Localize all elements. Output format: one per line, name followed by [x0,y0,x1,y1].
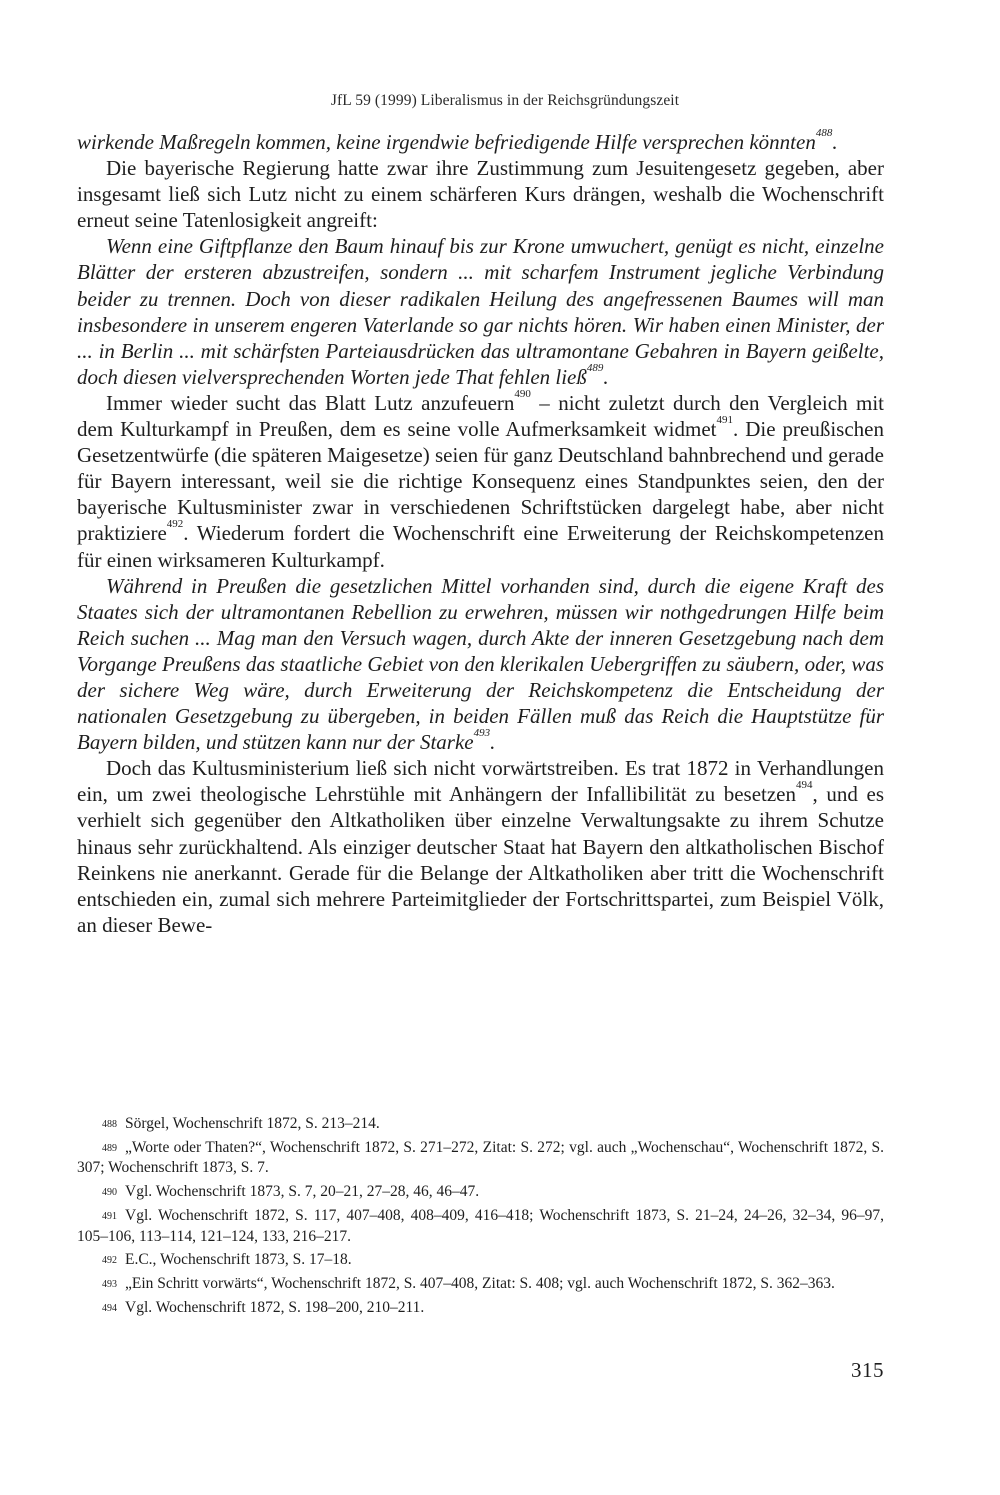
footnote-text: Sörgel, Wochenschrift 1872, S. 213–214. [125,1115,380,1132]
footnote [77,1182,884,1203]
footnote-ref-492: 492 [166,518,184,531]
footnote-ref-494: 494 [796,779,813,792]
paragraph-3: Doch das Kultusministerium ließ sich nicht vorwärtstreiben. Es trat 1872 in Verhandlungen ein, um zwei theologische Lehrstühle mit Anhängern der Infallibilität zu besetzen$^{494}$, und es verhielt sich gegenüber den Altkatholiken über einzelne Verwaltungsakte zu ihrem Schutze hinaus sehr zurückhaltend. Als einziger deutscher Staat hat Bayern den altkatholischen Bischof Reinkens nie anerkannt. Gerade für die Belange der Altkatholiken aber tritt die Wochenschrift entschieden ein, zumal sich mehrere Parteimitglieder der Fortschrittspartei, zum Beispiel Völk, an dieser Bewe- [77,756,885,937]
running-header: JfL 59 (1999) Liberalismus in der Reichsgründungszeit [330,92,680,109]
quote-2-text: Während in Preußen die gesetzlichen Mittel vorhanden sind, durch die eigene Kraft des Staates sich der ultramontanen Rebellion zu erwehren, müssen wir nothgedrungen Hilfe beim Reich suchen ... Mag man den Versuch wagen, durch Akte der inneren Gesetzgebung nach dem Vorgange Preußens das staatliche Gebiet von den klerikalen Uebergriffen zu säubern, oder, was der sichere Weg wäre, durch Erweiterung der Reichskompetenz die Entscheidung der nationalen Gesetzgebung zu übergeben, in beiden Fällen muß das Reich die Hauptstütze für Bayern bilden, und stützen kann nur der Starke [77,573,884,755]
footnotes [77,1114,884,1321]
footnote [77,1206,884,1247]
footnote-ref-489: 489 [586,361,604,374]
footnote-number: 489 [102,1142,117,1154]
quote-1-text: Wenn eine Giftpflanze den Baum hinauf bis zur Krone umwuchert, genügt es nicht, einzelne Blätter der ersteren abzustreifen, sondern ... mit scharfem Instrument jegliche Verbindung beider zu trennen. Doch von dieser radikalen Heilung des angefressenen Baumes will man insbesondere in unserem engeren Vaterlande so gar nichts hören. Wir haben einen Minister, der ... in Berlin ... mit schärfsten Parteiausdrücken das ultramontane Gebahren in Bayern geißelte, doch diesen vielversprechenden Worten jede That fehlen ließ [77,234,884,389]
page-number: 315 [851,1358,884,1382]
footnote-text: Vgl. Wochenschrift 1872, S. 198–200, 210–211. [125,1298,425,1316]
footnote [77,1250,884,1271]
quote-1: Wenn eine Giftpflanze den Baum hinauf bis zur Krone umwuchert, genügt es nicht, einzelne Blätter der ersteren abzustreifen, sondern ... mit scharfem Instrument jegliche Verbindung beider zu trennen. Doch von dieser radikalen Heilung des angefressenen Baumes will man insbesondere in unserem engeren Vaterlande so gar nichts hören. Wir haben einen Minister, der ... in Berlin ... mit schärfsten Parteiausdrücken das ultramontane Gebahren in Bayern geißelte, doch diesen vielversprechenden Worten jede That fehlen ließ$^{489}$. [77,234,884,389]
paragraph-continuation: wirkende Maßregeln kommen, keine irgendwie befriedigende Hilfe versprechen könnten$^{488}$. [77,127,838,154]
footnote-text: „Worte oder Thaten?“, Wochenschrift 1872, S. 271–272, Zitat: S. 272; vgl. auch „Wochenschau“, Wochenschrift 1872, S. 307; Wochenschrift 1873, S. 7. [77,1138,884,1177]
footnote-ref-491: 491 [716,414,734,427]
quote-2: Während in Preußen die gesetzlichen Mittel vorhanden sind, durch die eigene Kraft des Staates sich der ultramontanen Rebellion zu erwehren, müssen wir nothgedrungen Hilfe beim Reich suchen ... Mag man den Versuch wagen, durch Akte der inneren Gesetzgebung nach dem Vorgange Preußens das staatliche Gebiet von den klerikalen Uebergriffen zu säubern, oder, was der sichere Weg wäre, durch Erweiterung der Reichskompetenz die Entscheidung der nationalen Gesetzgebung zu übergeben, in beiden Fällen muß das Reich die Hauptstütze für Bayern bilden, und stützen kann nur der Starke$^{493}$. [77,573,884,755]
footnote-number: 494 [102,1302,117,1314]
footnote-ref-490: 490 [514,387,531,400]
footnote-number: 491 [102,1210,117,1222]
footnote-text: Vgl. Wochenschrift 1873, S. 7, 20–21, 27–28, 46, 46–47. [125,1183,480,1201]
paragraph-1: Die bayerische Regierung hatte zwar ihre Zustimmung zum Jesuitengesetz gegeben, aber insgesamt ließ sich Lutz nicht zu einem schärferen Kurs drängen, weshalb die Wochenschrift erneut seine Tatenlosigkeit angreift: [77,156,884,233]
footnote-number: 490 [102,1187,117,1199]
footnote-ref-488: 488 [815,127,833,139]
footnote [77,1138,884,1179]
footnote-number: 488 [102,1119,117,1130]
footnote-number: 492 [102,1255,117,1267]
continuation-text: wirkende Maßregeln kommen, keine irgendwie befriedigende Hilfe versprechen könnten [77,130,816,154]
footnote [77,1298,884,1319]
footnote-text: „Ein Schritt vorwärts“, Wochenschrift 1872, S. 407–408, Zitat: S. 408; vgl. auch Wochenschrift 1872, S. 362–363. [125,1274,835,1292]
footnote-text: Vgl. Wochenschrift 1872, S. 117, 407–408, 408–409, 416–418; Wochenschrift 1873, S. 21–24, 24–26, 32–34, 96–97, 105–106, 113–114, 121–124, 133, 216–217. [77,1206,884,1245]
footnote-number: 493 [102,1278,117,1290]
main-text [77,129,884,938]
footnote [77,1274,884,1295]
footnote [77,1114,884,1135]
footnote-text: E.C., Wochenschrift 1873, S. 17–18. [125,1251,352,1269]
paragraph-2: Immer wieder sucht das Blatt Lutz anzufeuern$^{490}$ – nicht zuletzt durch den Vergleich mit dem Kulturkampf in Preußen, dem es seine volle Aufmerksamkeit widmet$^{491}$. Die preußischen Gesetzentwürfe (die späteren Maigesetze) seien für ganz Deutschland bahnbrechend und gerade für Bayern interessant, weil sie die richtige Konsequenz eines Standpunktes seien, den der bayerische Kultusminister zwar in verschiedenen Schriftstücken dargelegt habe, aber nicht praktiziere$^{492}$. Wiederum fordert die Wochenschrift eine Erweiterung der Reichskompetenzen für einen wirksameren Kulturkampf. [77,387,884,572]
footnote-ref-493: 493 [473,727,491,740]
